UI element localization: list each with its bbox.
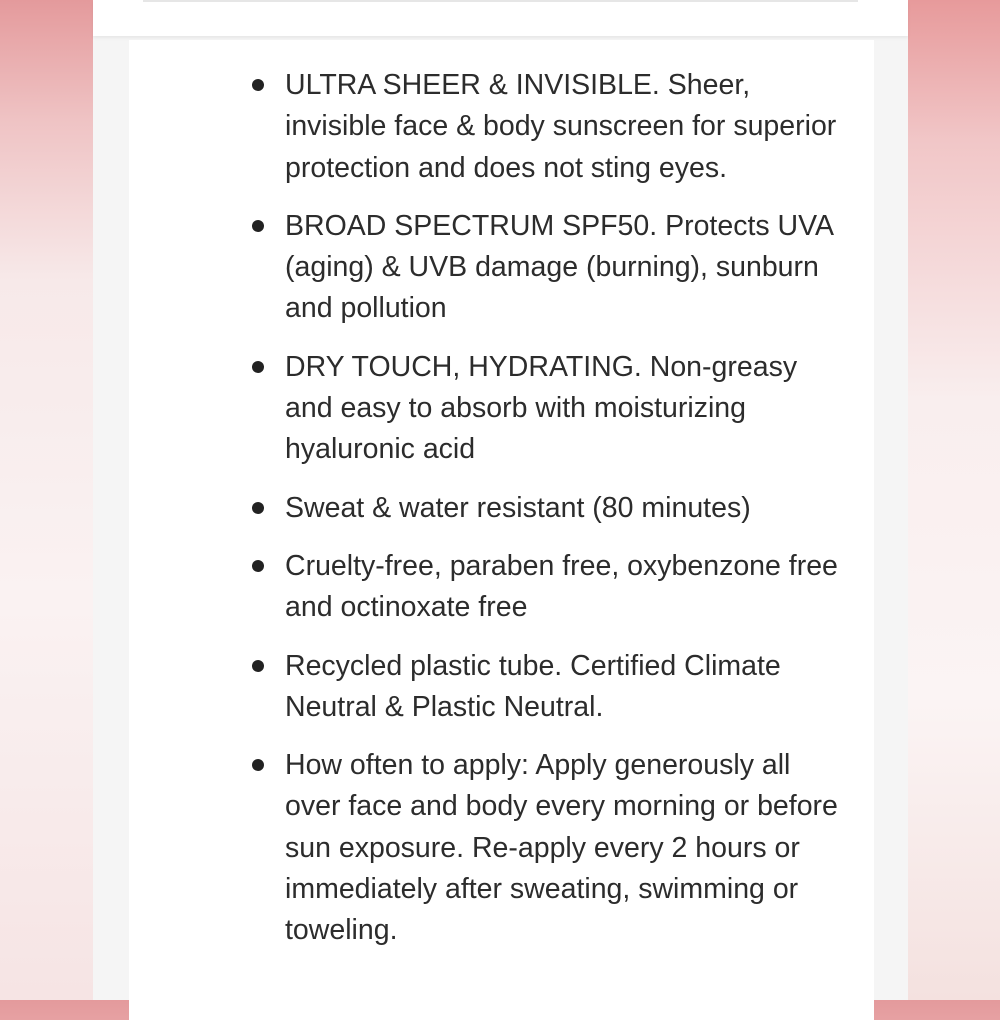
feature-item bbox=[249, 65, 839, 189]
bullet-icon bbox=[252, 660, 264, 672]
feature-item bbox=[249, 546, 839, 629]
feature-item bbox=[249, 347, 839, 471]
bullet-icon bbox=[252, 220, 264, 232]
bullet-icon bbox=[252, 79, 264, 91]
feature-text: Recycled plastic tube. Certified Climate Neutral & Plastic Neutral. bbox=[285, 649, 781, 723]
feature-text: DRY TOUCH, HYDRATING. Non-greasy and easy to absorb with moisturizing hyaluronic acid bbox=[285, 350, 798, 466]
header-divider bbox=[143, 0, 858, 2]
bullet-icon bbox=[252, 502, 264, 514]
feature-text: Sweat & water resistant (80 minutes) bbox=[285, 491, 751, 524]
content-panel bbox=[93, 0, 908, 1000]
feature-text: How often to apply: Apply generously all over face and body every morning or before sun exposure. Re-apply every 2 hours or immediately after sweating, swimming or toweling. bbox=[285, 749, 838, 947]
feature-text: ULTRA SHEER & INVISIBLE. Sheer, invisible face & body sunscreen for superior protection and does not sting eyes. bbox=[285, 69, 837, 184]
feature-item bbox=[249, 488, 839, 529]
bullet-icon bbox=[252, 759, 264, 771]
feature-text: Cruelty-free, paraben free, oxybenzone free and octinoxate free bbox=[285, 549, 838, 624]
feature-item bbox=[249, 206, 839, 330]
feature-text: BROAD SPECTRUM SPF50. Protects UVA (aging) & UVB damage (burning), sunburn and pollution bbox=[285, 209, 833, 325]
bullet-icon bbox=[252, 361, 264, 373]
bullet-icon bbox=[252, 560, 264, 572]
right-background bbox=[908, 0, 1000, 1000]
panel-header bbox=[93, 0, 908, 36]
feature-list bbox=[249, 65, 839, 969]
feature-item bbox=[249, 646, 839, 729]
feature-item bbox=[249, 745, 839, 951]
product-description-card bbox=[129, 40, 874, 1020]
